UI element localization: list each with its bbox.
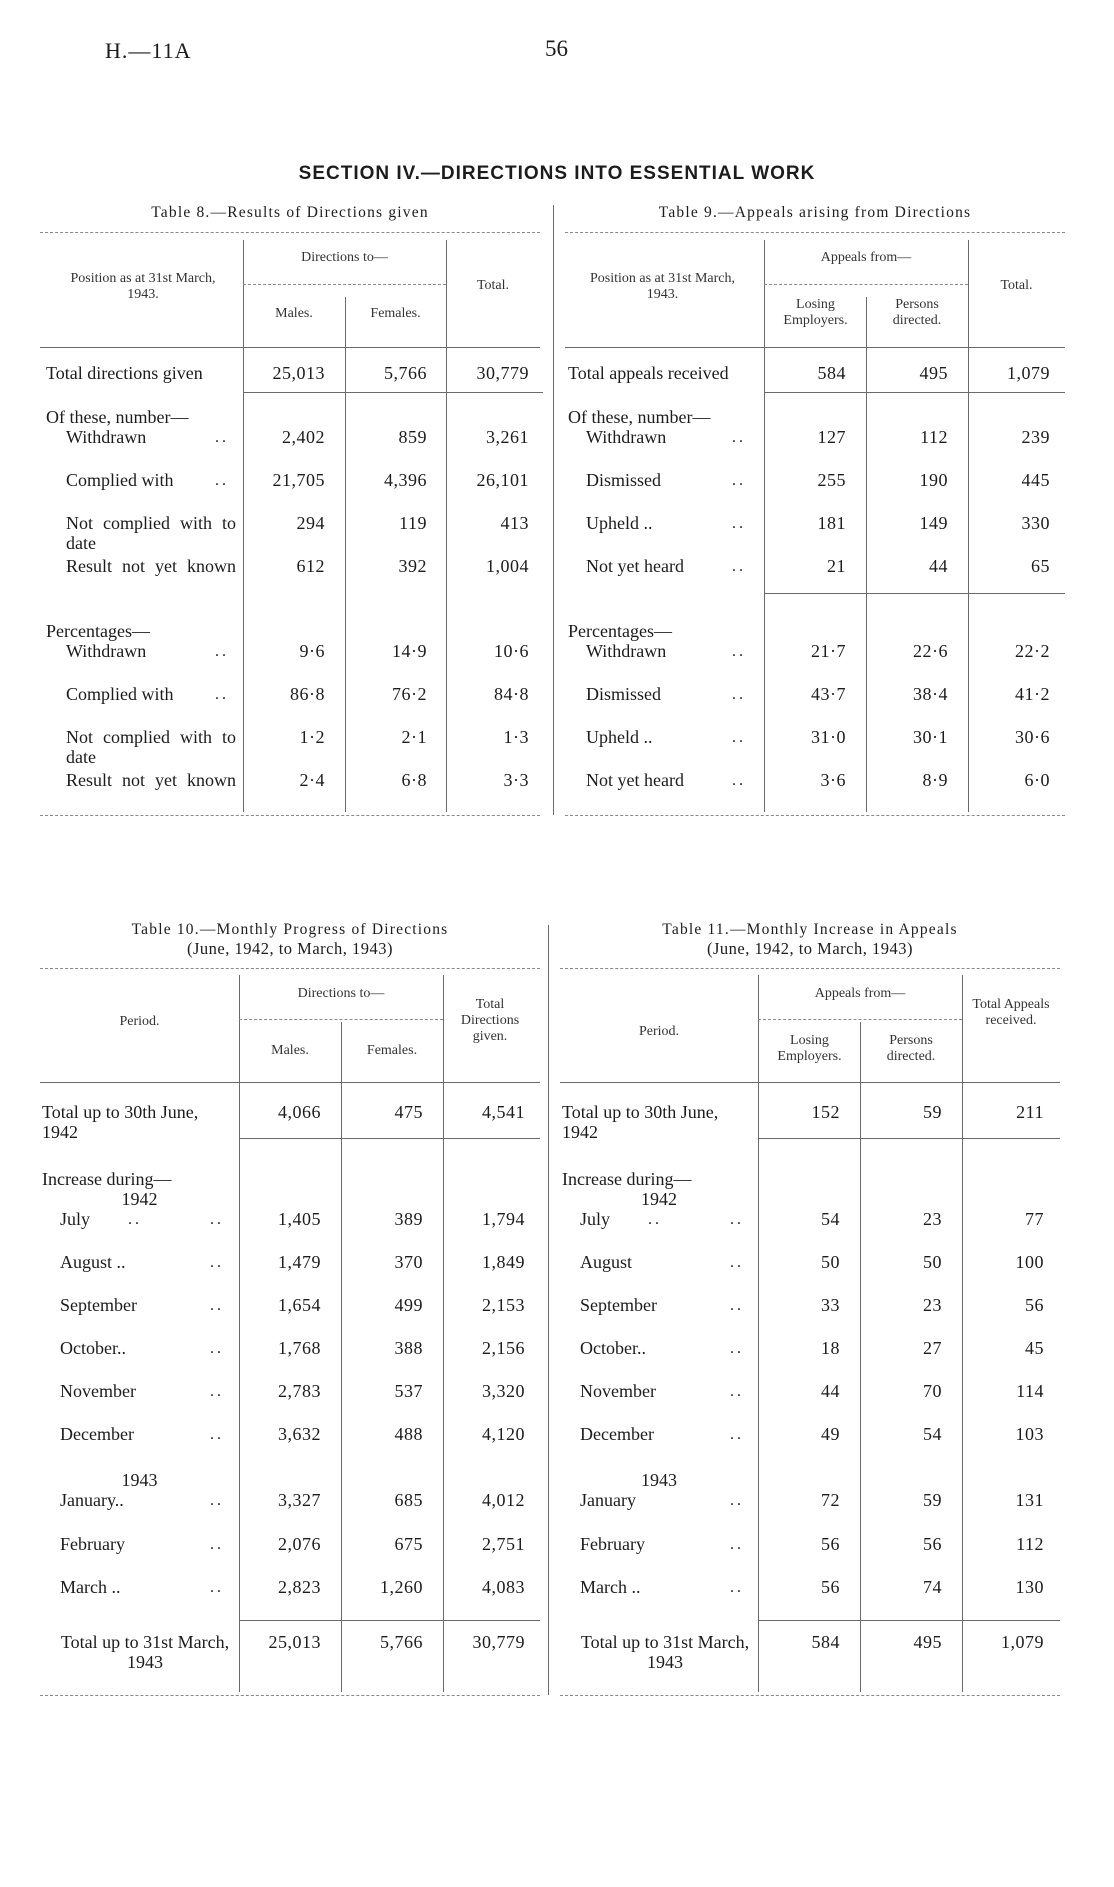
table-10-caption: Table 10.—Monthly Progress of Directions <box>131 921 449 938</box>
table-9-caption: Table 9.—Appeals arising from Directions <box>658 204 972 221</box>
table-9-total-header: Total. <box>1000 278 1033 293</box>
table-11-total-header: Total Appeals received. <box>972 997 1050 1028</box>
page-reference: H.—11A <box>105 38 192 63</box>
table-10-row: Increase during— <box>42 1169 172 1189</box>
table-9-row: Of these, number— <box>568 407 711 427</box>
page-number: 56 <box>545 36 568 61</box>
table-8-row: Of these, number— <box>46 407 189 427</box>
table-8-total-header: Total. <box>476 278 510 293</box>
section-title: SECTION IV.—DIRECTIONS INTO ESSENTIAL WORK <box>298 163 816 184</box>
table-9-losing-employers-header: Losing Employers. <box>783 297 848 328</box>
table-11-appeals-from-header: Appeals from— <box>814 986 906 1001</box>
table-8-position-header: Position as at 31st March, 1943. <box>70 271 216 302</box>
table-10-row: 1943 <box>121 1470 158 1490</box>
table-10-period-header: Period. <box>119 1014 160 1029</box>
table-8-caption: Table 8.—Results of Directions given <box>151 204 429 221</box>
table-11-persons-directed-header: Persons directed. <box>886 1033 936 1064</box>
table-10-directions-to-header: Directions to— <box>297 986 385 1001</box>
table-11-row: 1942 <box>641 1189 677 1209</box>
table-10-females-header: Females. <box>366 1043 418 1058</box>
table-8-row: Percentages— <box>46 621 150 641</box>
table-8-directions-to-header: Directions to— <box>301 250 388 265</box>
table-10-males-header: Males. <box>271 1043 309 1058</box>
table-9-persons-directed-header: Persons directed. <box>892 297 942 328</box>
table-8-females-header: Females. <box>370 306 421 321</box>
table-10-subcaption: (June, 1942, to March, 1943) <box>186 939 393 958</box>
table-10-total-header: Total Directions given. <box>460 997 520 1044</box>
table-11-caption: Table 11.—Monthly Increase in Appeals <box>662 921 958 938</box>
table-11-row: Increase during— <box>562 1169 692 1189</box>
table-10-row: 1942 <box>121 1189 158 1209</box>
table-11-losing-employers-header: Losing Employers. <box>777 1033 842 1064</box>
table-9-appeals-from-header: Appeals from— <box>820 250 912 265</box>
table-9-row: Percentages— <box>568 621 672 641</box>
table-11-period-header: Period. <box>638 1024 680 1039</box>
table-8-males-header: Males. <box>275 306 313 321</box>
table-11-subcaption: (June, 1942, to March, 1943) <box>706 939 913 958</box>
table-11-row: 1943 <box>641 1470 677 1490</box>
table-9-position-header: Position as at 31st March, 1943. <box>589 271 736 302</box>
